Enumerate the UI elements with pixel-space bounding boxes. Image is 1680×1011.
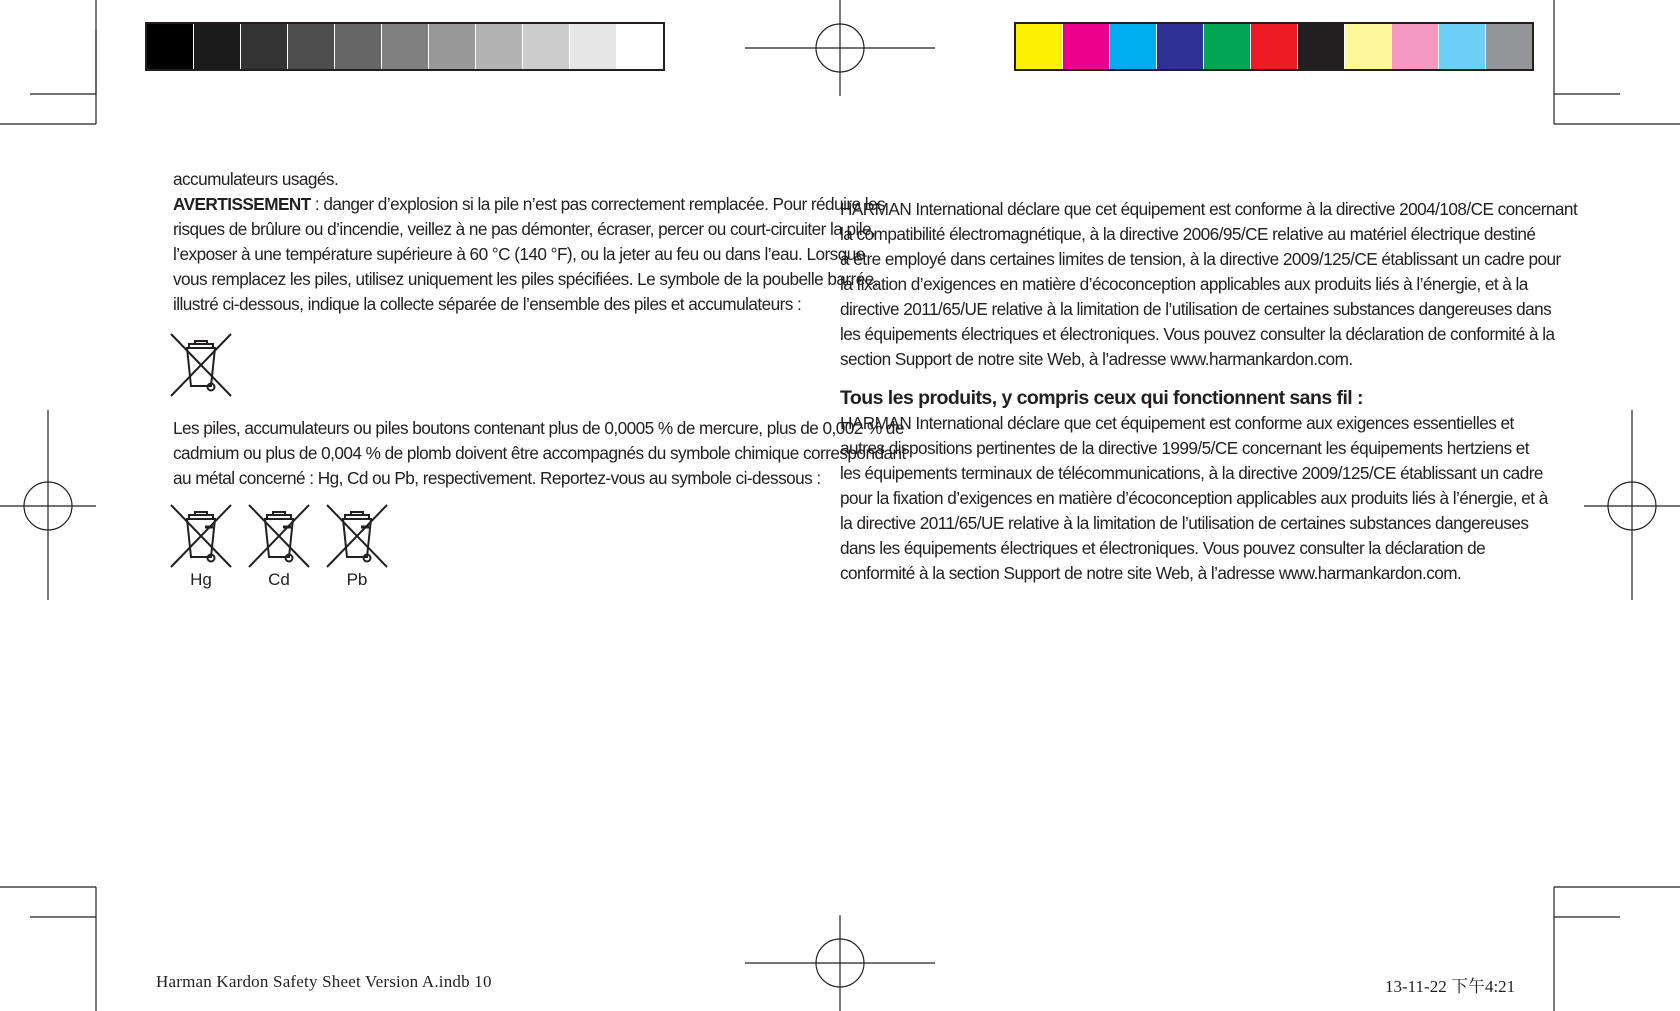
grayscale-swatch bbox=[194, 24, 241, 69]
bin-symbol-hg bbox=[170, 503, 232, 590]
grayscale-swatch bbox=[147, 24, 194, 69]
declaration-line: HARMAN International déclare que cet équipement est conforme à la directive 2004/108/CE concernant bbox=[840, 199, 1578, 219]
declaration-line: la compatibilité électromagnétique, à la directive 2006/95/CE relative au matériel électrique destiné bbox=[840, 224, 1536, 244]
declaration-line: la directive 2011/65/UE relative à la limitation de l’utilisation de certaines substances dangereuses bbox=[840, 513, 1529, 533]
chemical-line: au métal concerné : Hg, Cd ou Pb, respectivement. Reportez-vous au symbole ci-dessous : bbox=[173, 468, 821, 488]
grayscale-swatch bbox=[429, 24, 476, 69]
chemical-line: cadmium ou plus de 0,004 % de plomb doivent être accompagnés du symbole chimique correspondant bbox=[173, 443, 906, 463]
symbol-label-cd: Cd bbox=[268, 570, 290, 589]
declaration-line: dans les équipements électriques et électroniques. Vous pouvez consulter la déclaration de bbox=[840, 538, 1486, 558]
declaration-line: à être employé dans certaines limites de tension, à la directive 2009/125/CE établissant un cadre pour bbox=[840, 249, 1561, 269]
crossed-out-wheelie-bin-icon bbox=[247, 503, 311, 569]
color-calibration-bar bbox=[1014, 22, 1534, 71]
grayscale-swatch bbox=[382, 24, 429, 69]
grayscale-swatch bbox=[335, 24, 382, 69]
warning-line: illustré ci-dessous, indique la collecte séparée de l’ensemble des piles et accumulateurs : bbox=[173, 294, 802, 314]
chemical-line: Les piles, accumulateurs ou piles boutons contenant plus de 0,0005 % de mercure, plus de 0,002 % de bbox=[173, 418, 904, 438]
color-swatch bbox=[1298, 24, 1345, 69]
single-bin-symbol bbox=[170, 332, 232, 398]
right-column bbox=[840, 197, 1578, 586]
grayscale-swatch bbox=[288, 24, 335, 69]
chemical-bin-symbols bbox=[170, 503, 388, 590]
color-swatch bbox=[1063, 24, 1110, 69]
paragraph-used-accumulators: accumulateurs usagés. bbox=[173, 169, 339, 189]
grayscale-swatch bbox=[523, 24, 570, 69]
crossed-out-wheelie-bin-icon bbox=[169, 503, 233, 569]
symbol-label-pb: Pb bbox=[346, 570, 368, 589]
color-swatch bbox=[1157, 24, 1204, 69]
grayscale-swatch bbox=[617, 24, 663, 69]
warning-line: l’exposer à une température supérieure à 60 °C (140 °F), ou la jeter au feu ou dans l’eau. Lorsque bbox=[173, 244, 865, 264]
color-swatch bbox=[1345, 24, 1392, 69]
declaration-line: directive 2011/65/UE relative à la limitation de l’utilisation de certaines substances dangereuses dans bbox=[840, 299, 1552, 319]
color-swatch bbox=[1016, 24, 1063, 69]
color-swatch bbox=[1486, 24, 1532, 69]
grayscale-swatch bbox=[241, 24, 288, 69]
declaration-line: section Support de notre site Web, à l’adresse www.harmankardon.com. bbox=[840, 349, 1353, 369]
left-column-chemicals bbox=[173, 416, 906, 491]
grayscale-swatch bbox=[476, 24, 523, 69]
declaration-line: les équipements terminaux de télécommunications, à la directive 2009/125/CE établissant un cadre bbox=[840, 463, 1543, 483]
slug-file-name: Harman Kardon Safety Sheet Version A.indb 10 bbox=[156, 972, 492, 991]
color-swatch bbox=[1439, 24, 1486, 69]
left-column bbox=[173, 167, 886, 317]
paragraph-chemical-symbols bbox=[173, 416, 906, 491]
color-swatch bbox=[1251, 24, 1298, 69]
bin-symbol-pb bbox=[326, 503, 388, 590]
bin-symbol-cd bbox=[248, 503, 310, 590]
declaration-line: autres dispositions pertinentes de la directive 1999/5/CE concernant les équipements hertziens et bbox=[840, 438, 1530, 458]
color-swatch bbox=[1392, 24, 1439, 69]
grayscale-calibration-bar bbox=[145, 22, 665, 71]
warning-label: AVERTISSEMENT bbox=[173, 194, 311, 214]
warning-line: vous remplacez les piles, utilisez uniquement les piles spécifiées. Le symbole de la poubelle barrée, bbox=[173, 269, 878, 289]
color-swatch bbox=[1204, 24, 1251, 69]
declaration-line: HARMAN International déclare que cet équipement est conforme aux exigences essentielles et bbox=[840, 413, 1514, 433]
declaration-line: la fixation d’exigences en matière d’écoconception applicables aux produits liés à l’énergie, et à la bbox=[840, 274, 1528, 294]
declaration-line: les équipements électriques et électroniques. Vous pouvez consulter la déclaration de conformité à la bbox=[840, 324, 1555, 344]
paragraph-warning bbox=[173, 192, 886, 317]
color-swatch bbox=[1110, 24, 1157, 69]
paragraph-declaration-directives bbox=[840, 197, 1578, 372]
symbol-label-hg: Hg bbox=[190, 570, 212, 589]
declaration-line: pour la fixation d’exigences en matière d’écoconception applicables aux produits liés à l’énergie, et à bbox=[840, 488, 1548, 508]
warning-line: : danger d’explosion si la pile n’est pas correctement remplacée. Pour réduire les bbox=[310, 194, 886, 214]
paragraph-declaration-wireless bbox=[840, 411, 1548, 586]
slug-timestamp: 13-11-22 下午4:21 bbox=[1385, 977, 1516, 996]
section-heading-wireless: Tous les produits, y compris ceux qui fonctionnent sans fil : bbox=[840, 387, 1363, 409]
declaration-line: conformité à la section Support de notre site Web, à l’adresse www.harmankardon.com. bbox=[840, 563, 1462, 583]
crossed-out-wheelie-bin-icon bbox=[169, 332, 233, 398]
crossed-out-wheelie-bin-icon bbox=[325, 503, 389, 569]
grayscale-swatch bbox=[570, 24, 617, 69]
warning-line: risques de brûlure ou d’incendie, veillez à ne pas démonter, écraser, percer ou court-circuiter la pile, bbox=[173, 219, 876, 239]
